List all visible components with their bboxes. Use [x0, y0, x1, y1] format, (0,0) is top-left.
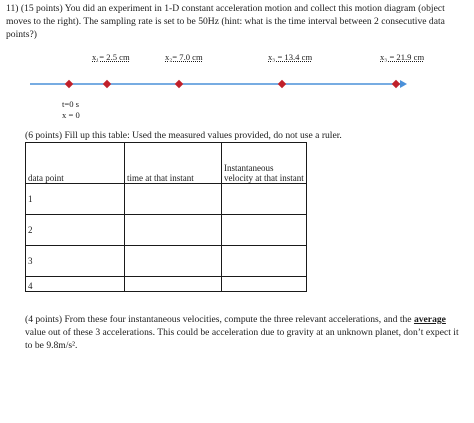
velocity-cell[interactable] — [222, 246, 307, 277]
part1-instructions: (6 points) Fill up this table: Used the measured values provided, do not use a ruler. — [25, 130, 342, 141]
table-row — [26, 246, 307, 277]
time-cell[interactable] — [125, 215, 222, 246]
velocity-cell[interactable] — [222, 277, 307, 292]
question-number: 11) — [6, 3, 19, 14]
row-point-label: 3 — [26, 246, 125, 277]
question-prompt: You did an experiment in 1-D constant acceleration motion and collect this motion diagram (object moves to the right). The sampling rate is set to be 50Hz (hint: what is the time interval between 2 consecutive data points?) — [6, 3, 445, 41]
origin-position: x = 0 — [62, 110, 80, 120]
origin-label — [62, 99, 80, 121]
time-cell[interactable] — [125, 246, 222, 277]
part2-emphasis: average — [413, 314, 446, 325]
part2-instructions — [25, 313, 465, 353]
answer-table — [25, 142, 307, 292]
data-point-4 — [392, 80, 400, 88]
table-row — [26, 215, 307, 246]
table-header-data-point: data point — [26, 143, 125, 184]
arrow-head-icon — [400, 80, 407, 88]
row-point-label: 1 — [26, 184, 125, 215]
row-point-label: 2 — [26, 215, 125, 246]
table-row — [26, 277, 307, 292]
velocity-cell[interactable] — [222, 184, 307, 215]
part2-text-after: value out of these 3 accelerations. This could be acceleration due to gravity at an unknown planet, don’t expect it to be 9.8m/s². — [25, 327, 459, 352]
time-cell[interactable] — [125, 184, 222, 215]
time-cell[interactable] — [125, 277, 222, 292]
data-point-2 — [175, 80, 183, 88]
origin-time: t=0 s — [62, 99, 80, 109]
table-header-velocity: Instantaneous velocity at that instant — [222, 143, 307, 184]
row-point-label: 4 — [26, 277, 125, 292]
part2-text-before: (4 points) From these four instantaneous velocities, compute the three relevant accelerations, and the — [25, 314, 414, 325]
table-row — [26, 184, 307, 215]
data-point-1 — [103, 80, 111, 88]
question-points: (15 points) — [20, 3, 63, 14]
table-header-time: time at that instant — [125, 143, 222, 184]
velocity-cell[interactable] — [222, 215, 307, 246]
data-point-3 — [278, 80, 286, 88]
data-point-origin — [65, 80, 73, 88]
